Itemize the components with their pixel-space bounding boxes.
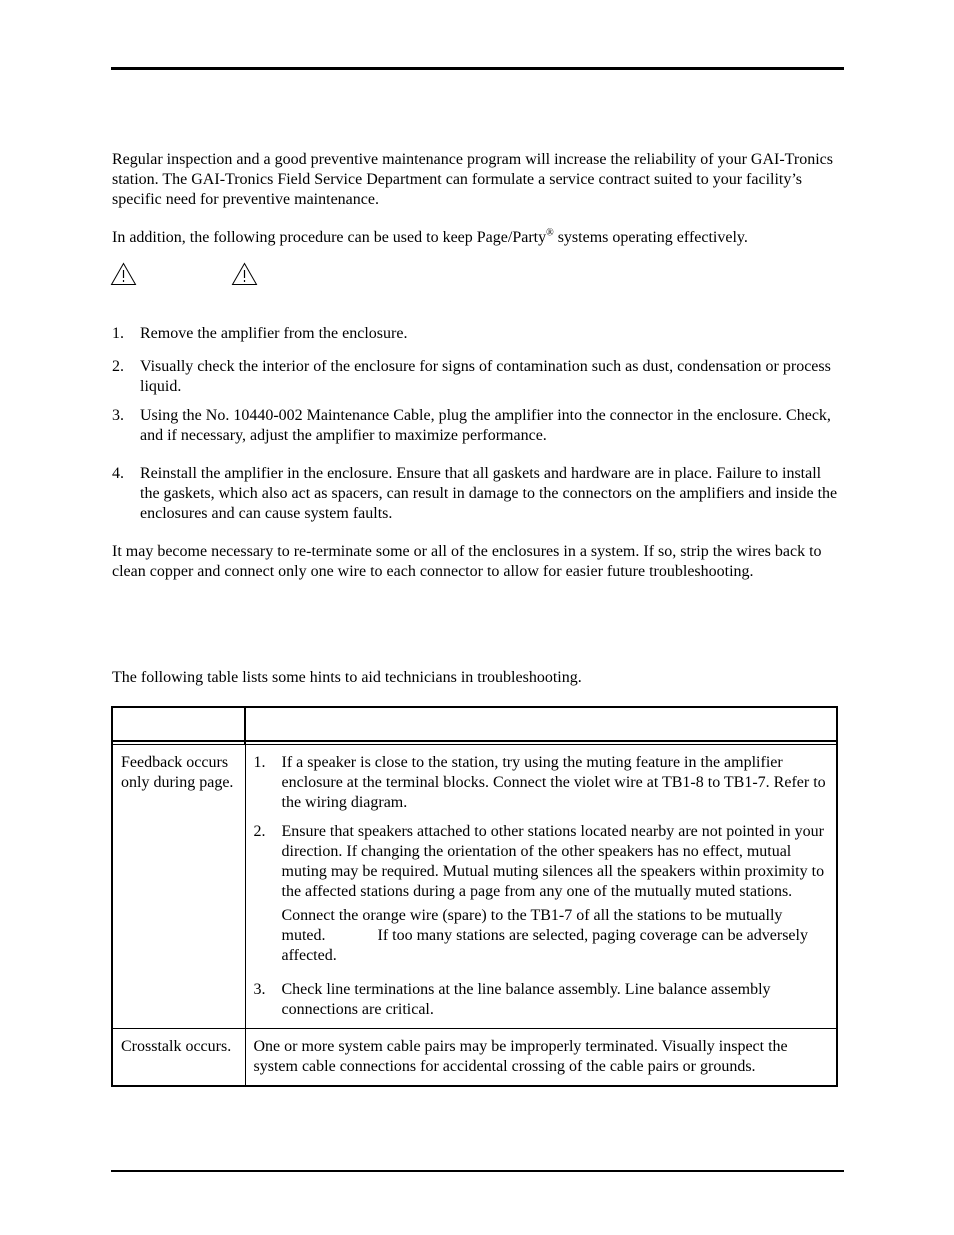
problem-cell: Crosstalk occurs. — [112, 1029, 245, 1087]
warning-triangle-icon — [231, 262, 258, 286]
remedy-item: 3. Check line terminations at the line balance assembly. Line balance assembly connections are critical. — [253, 981, 771, 1018]
table-header-cell — [112, 707, 245, 741]
problem-cell: Feedback occurs only during page. — [112, 745, 245, 1029]
remedy-cell: One or more system cable pairs may be improperly terminated. Visually inspect the system cable connections for accidental crossing of the cable pairs or grounds. — [245, 1029, 837, 1087]
remedy-item: 2. Ensure that speakers attached to other stations located nearby are not pointed in your direction. If changing the orientation of the other speakers has no effect, mutual muting may be required. Mutual muting silences all the speakers within proximity to the affected stations during a page from any one of the mutually muted stations. — [253, 823, 825, 900]
remedy-item-continuation: Connect the orange wire (spare) to the TB1-7 of all the stations to be mutually muted. If too many stations are selected, paging coverage can be adversely affected. — [281, 907, 812, 964]
troubleshooting-intro: The following table lists some hints to aid technicians in troubleshooting. — [112, 669, 582, 686]
troubleshooting-table — [111, 706, 838, 1087]
maintenance-intro: Regular inspection and a good preventive maintenance program will increase the reliability of your GAI-Tronics station. The GAI-Tronics Field Service Department can formulate a service contract suited to your facility’s specific need for preventive maintenance. — [112, 151, 833, 208]
registered-mark: ® — [546, 227, 554, 239]
table-header-row — [112, 707, 837, 741]
table-row — [112, 1029, 837, 1087]
remedy-cell — [245, 745, 837, 1029]
header-rule — [111, 67, 844, 70]
reterminate-paragraph: It may become necessary to re-terminate some or all of the enclosures in a system. If so, strip the wires back to clean copper and connect only one wire to each connector to allow for easier future troubleshooting. — [112, 543, 822, 580]
procedure-step: 4. Reinstall the amplifier in the enclosure. Ensure that all gaskets and hardware are in place. Failure to install the gaskets, which also act as spacers, can result in damage to the connectors on the amplifiers and inside the enclosures and can cause system faults. — [112, 465, 838, 522]
maintenance-procedure-intro: In addition, the following procedure can be used to keep Page/Party® systems operating effectively. — [112, 227, 748, 246]
footer-rule — [111, 1170, 844, 1172]
procedure-step: 3. Using the No. 10440-002 Maintenance Cable, plug the amplifier into the connector in the enclosure. Check, and if necessary, adjust the amplifier to maximize performance. — [112, 407, 831, 444]
procedure-step: 1. Remove the amplifier from the enclosure. — [112, 325, 408, 342]
procedure-step: 2. Visually check the interior of the enclosure for signs of contamination such as dust, condensation or process liquid. — [112, 358, 831, 395]
warning-triangle-icon — [110, 262, 137, 286]
table-row — [112, 745, 837, 1029]
remedy-item: 1. If a speaker is close to the station, try using the muting feature in the amplifier enclosure at the terminal blocks. Connect the violet wire at TB1-8 to TB1-7. Refer to the wiring diagram. — [253, 754, 826, 811]
table-header-cell — [245, 707, 837, 741]
